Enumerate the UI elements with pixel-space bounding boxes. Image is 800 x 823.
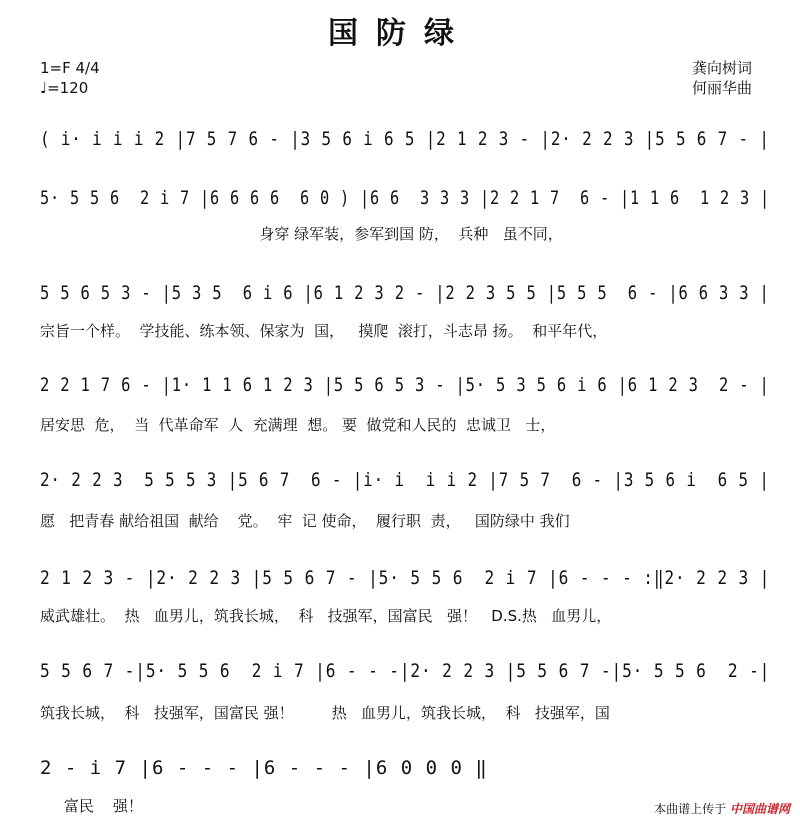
- tempo: ♩=120: [40, 79, 89, 97]
- notation-line-4: 2 2 1 7 6 - |1· 1 1 6 1 2 3 |5 5 6 5 3 - |5· 5 3 5 6 i 6 |6 1 2 3 2 - |: [40, 374, 770, 396]
- composer: 何丽华曲: [691, 79, 752, 97]
- notation-line-5: 2· 2 2 3 5 5 5 3 |5 6 7 6 - |i· i i i 2 |7 5 7 6 - |3 5 6 i 6 5 |: [40, 469, 770, 491]
- notation-line-8: 2 - i 7 |6 - - - |6 - - - |6 0 0 0 ‖: [40, 757, 488, 779]
- lyrics-line-6: 威武雄壮。 热 血男儿，筑我长城， 科 技强军，国富民 强！ D.S.热 血男儿，: [40, 607, 612, 625]
- notation-line-6: 2 1 2 3 - |2· 2 2 3 |5 5 6 7 - |5· 5 5 6 2 i 7 |6 - - - :‖2· 2 2 3 |: [40, 567, 771, 589]
- lyrics-line-2: 身穿 绿军装，参军到国 防， 兵种 虽不同，: [40, 225, 563, 243]
- footer: [654, 800, 790, 817]
- notation-line-2: 5· 5 5 6 2 i 7 |6 6 6 6 6 0 ) |6 6 3 3 3 |2 2 1 7 6 - |1 1 6 1 2 3 |: [40, 187, 771, 209]
- footer-text: 本曲谱上传于: [654, 802, 727, 816]
- lyrics-line-5: 愿 把青春 献给祖国 献给 党。 牢 记 使命， 履行职 责， 国防绿中 我们: [40, 512, 570, 530]
- notation-line-7: 5 5 6 7 -|5· 5 5 6 2 i 7 |6 - - -|2· 2 2 3 |5 5 6 7 -|5· 5 5 6 2 -|: [40, 660, 771, 682]
- lyricist: 龚向树词: [691, 59, 752, 77]
- lyrics-line-8: 富民 强！: [40, 797, 143, 815]
- key-signature: 1=F 4/4: [40, 59, 100, 77]
- notation-line-1: ( i· i i i 2 |7 5 7 6 - |3 5 6 i 6 5 |2 1 2 3 - |2· 2 2 3 |5 5 6 7 - |: [40, 128, 770, 150]
- lyrics-line-7: 筑我长城， 科 技强军，国富民 强！ 热 血男儿，筑我长城， 科 技强军，国: [40, 704, 610, 722]
- lyrics-line-4: 居安思 危， 当 代革命军 人 充满理 想。 要 做党和人民的 忠诚卫 士，: [40, 416, 556, 434]
- lyrics-line-3: 宗旨一个样。 学技能、练本领、保家为 国， 摸爬 滚打，斗志昂 扬。 和平年代，: [40, 322, 608, 340]
- song-title: 国防绿: [328, 16, 472, 51]
- site-logo[interactable]: 中国曲谱网: [729, 802, 790, 816]
- notation-line-3: 5 5 6 5 3 - |5 3 5 6 i 6 |6 1 2 3 2 - |2 2 3 5 5 |5 5 5 6 - |6 6 3 3 |: [40, 282, 770, 304]
